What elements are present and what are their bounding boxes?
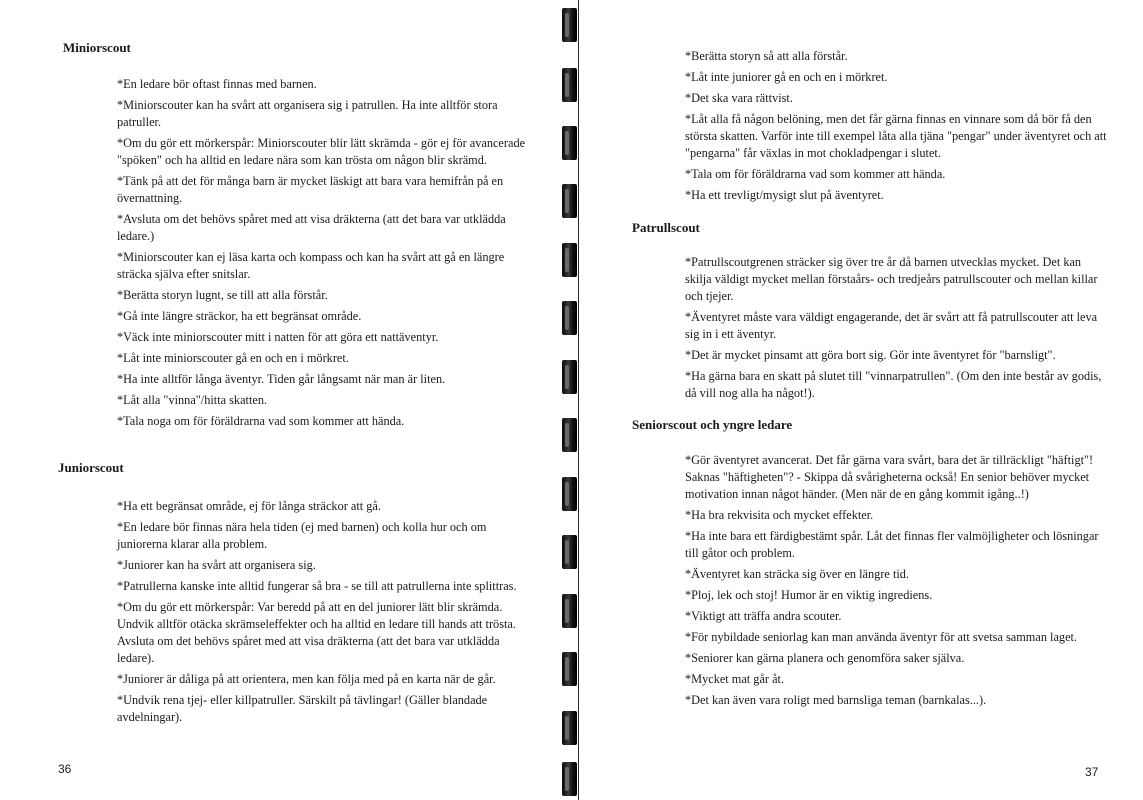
binding-ring — [562, 762, 577, 796]
binding-ring — [562, 126, 577, 160]
list-item: *Undvik rena tjej- eller killpatruller. Särskilt på tävlingar! (Gäller blandade avdelningar). — [117, 693, 488, 724]
binding-ring — [562, 301, 577, 335]
list-item: *Viktigt att träffa andra scouter. — [685, 609, 842, 623]
list-item: *Avsluta om det behövs spåret med att visa dräkterna (att det bara var utklädda ledare.) — [117, 212, 506, 243]
section-heading-miniorscout: Miniorscout — [63, 40, 131, 55]
list-item: *Mycket mat går åt. — [685, 672, 785, 686]
binding-ring — [562, 68, 577, 102]
list-item: *Seniorer kan gärna planera och genomföra saker själva. — [685, 651, 965, 665]
page-number: 37 — [1085, 765, 1099, 779]
list-item: *Låt inte juniorer gå en och en i mörkret. — [685, 70, 888, 84]
list-item: *Berätta storyn lugnt, se till att alla förstår. — [117, 288, 328, 302]
list-item: *Berätta storyn så att alla förstår. — [685, 49, 848, 63]
list-item: *Det ska vara rättvist. — [685, 91, 793, 105]
right-page — [580, 0, 1143, 800]
list-item: *Juniorer kan ha svårt att organisera sig. — [117, 558, 316, 572]
section-heading-juniorscout: Juniorscout — [58, 460, 124, 475]
page-number: 36 — [58, 762, 72, 776]
list-item: *Ha inte bara ett färdigbestämt spår. Låt det finnas fler valmöjligheter och lösningar till gåtor och problem. — [685, 529, 1099, 560]
intro-list — [685, 48, 1110, 208]
list-item: *Äventyret kan sträcka sig över en längre tid. — [685, 567, 909, 581]
list-item: *En ledare bör oftast finnas med barnen. — [117, 77, 317, 91]
section-heading-patrullscout: Patrullscout — [632, 220, 700, 235]
list-item: *Om du gör ett mörkerspår: Var beredd på att en del juniorer lätt blir skrämda. Undvik alltför otäcka skrämseleffekter och ha alltid en ledare till hands att trösta. Avsluta om det behövs spåret med att visa dräkterna (att det bara var utklädda ledare). — [117, 600, 516, 665]
list-item: *Tänk på att det för många barn är mycket läskigt att bara vara hemifrån på en övernattning. — [117, 174, 504, 205]
binding-ring — [562, 360, 577, 394]
binding-ring — [562, 535, 577, 569]
list-item: *Låt inte miniorscouter gå en och en i mörkret. — [117, 351, 349, 365]
list-item: *Tala om för föräldrarna vad som kommer att hända. — [685, 167, 946, 181]
list-item: *Äventyret måste vara väldigt engagerande, det är svårt att få patrullscouter att leva sig in i ett äventyr. — [685, 310, 1098, 341]
list-item: *För nybildade seniorlag kan man använda äventyr för att svetsa samman laget. — [685, 630, 1078, 644]
list-item: *Ha ett trevligt/mysigt slut på äventyret. — [685, 188, 884, 202]
binding-ring — [562, 8, 577, 42]
list-item: *Patrullerna kanske inte alltid fungerar så bra - se till att patrullerna inte splittras. — [117, 579, 517, 593]
list-item: *Tala noga om för föräldrarna vad som kommer att hända. — [117, 414, 405, 428]
list-item: *Låt alla "vinna"/hitta skatten. — [117, 393, 268, 407]
list-item: *Låt alla få någon belöning, men det får gärna finnas en vinnare som då bör få den största skatten. Varför inte till exempel låta alla tjäna "pengar" under äventyret och att "pengarna" får växlas in mot chokladpengar i slutet. — [685, 112, 1107, 160]
list-item: *Patrullscoutgrenen sträcker sig över tre år då barnen utvecklas mycket. Det kan skilja väldigt mycket mellan förstaårs- och tredjeårs patrullscouter och mellan killar och tjejer. — [685, 255, 1098, 303]
list-item: *Det kan även vara roligt med barnsliga teman (barnkalas...). — [685, 693, 987, 707]
seniorscout-list — [685, 452, 1110, 713]
list-item: *Ha bra rekvisita och mycket effekter. — [685, 508, 874, 522]
binding-ring — [562, 477, 577, 511]
section-heading-seniorscout: Seniorscout och yngre ledare — [632, 417, 793, 432]
binding-ring — [562, 711, 577, 745]
list-item: *Gå inte längre sträckor, ha ett begränsat område. — [117, 309, 362, 323]
binding-ring — [562, 418, 577, 452]
list-item: *Ha inte alltför långa äventyr. Tiden går långsamt när man är liten. — [117, 372, 446, 386]
list-item: *Miniorscouter kan ha svårt att organisera sig i patrullen. Ha inte alltför stora patruller. — [117, 98, 498, 129]
list-item: *En ledare bör finnas nära hela tiden (ej med barnen) och kolla hur och om juniorerna klarar alla problem. — [117, 520, 487, 551]
list-item: *Juniorer är dåliga på att orientera, men kan följa med på en karta när de går. — [117, 672, 496, 686]
list-item: *Ha ett begränsat område, ej för långa sträckor att gå. — [117, 499, 381, 513]
binding-ring — [562, 243, 577, 277]
binding-spine — [578, 0, 579, 800]
list-item: *Gör äventyret avancerat. Det får gärna vara svårt, bara det är tillräckligt "häftigt"! Saknas "häftigheten"? - Skippa då svårigheterna också! En senior behöver mycket motivation innan något händer. (Men när de en gång kommit igång..!) — [685, 453, 1094, 501]
list-item: *Väck inte miniorscouter mitt i natten för att göra ett nattäventyr. — [117, 330, 439, 344]
patrullscout-list — [685, 254, 1110, 406]
binding-ring — [562, 184, 577, 218]
binding-ring — [562, 594, 577, 628]
list-item: *Miniorscouter kan ej läsa karta och kompass och kan ha svårt att gå en längre sträcka själva efter snitslar. — [117, 250, 505, 281]
miniorscout-list — [117, 76, 527, 434]
list-item: *Ha gärna bara en skatt på slutet till "vinnarpatrullen". (Om den inte består av godis, då vill nog alla ha något!). — [685, 369, 1102, 400]
list-item: *Om du gör ett mörkerspår: Miniorscouter blir lätt skrämda - gör ej för avancerade "spöken" och ha alltid en ledare nära som kan trösta om någon blir skrämd. — [117, 136, 526, 167]
juniorscout-list — [117, 498, 529, 730]
left-page — [0, 0, 560, 800]
list-item: *Ploj, lek och stoj! Humor är en viktig ingrediens. — [685, 588, 933, 602]
list-item: *Det är mycket pinsamt att göra bort sig. Gör inte äventyret för "barnsligt". — [685, 348, 1056, 362]
binding-ring — [562, 652, 577, 686]
